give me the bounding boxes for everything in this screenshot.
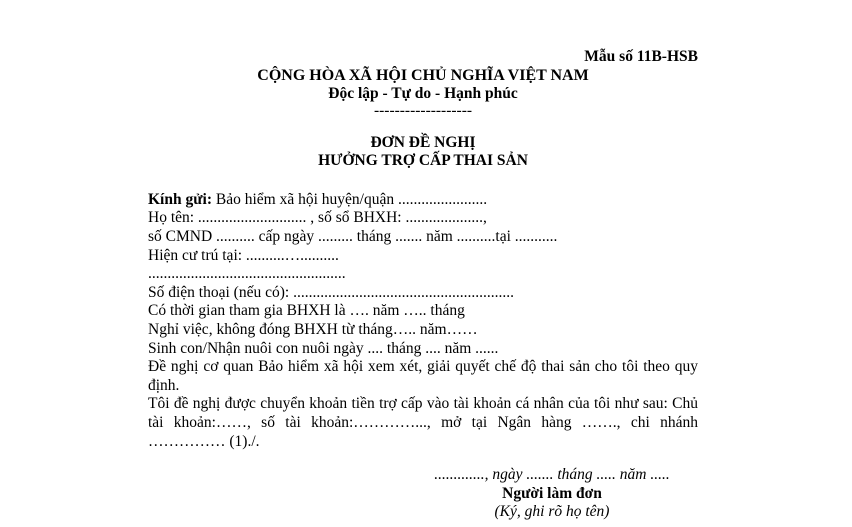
id-line: số CMND .......... cấp ngày ......... tháng ....... năm ..........tại ...........	[148, 227, 558, 245]
document-title	[148, 134, 698, 170]
leave-line: Nghỉ việc, không đóng BHXH từ tháng….. năm……	[148, 320, 478, 338]
form-body	[148, 191, 698, 451]
name-line: Họ tên: ............................ , số sổ BHXH: ....................,	[148, 209, 487, 227]
residence-line: Hiện cư trú tại: ..........…..........	[148, 246, 339, 264]
title-line-1: ĐƠN ĐỀ NGHỊ	[370, 133, 476, 151]
recipient-label: Kính gửi:	[148, 190, 212, 208]
recipient-line	[148, 191, 698, 210]
transfer-paragraph: Tôi đề nghị được chuyển khoản tiền trợ cấp vào tài khoản cá nhân của tôi như sau: Chủ tài khoản:……, số tài khoản:…………..., mở tại Ngân hàng ……., chi nhánh …………… (1)./.	[148, 395, 698, 450]
signature-block	[420, 466, 684, 522]
request-paragraph: Đề nghị cơ quan Bảo hiểm xã hội xem xét, giải quyết chế độ thai sản cho tôi theo quy định.	[148, 358, 698, 394]
motto: Độc lập - Tự do - Hạnh phúc	[328, 85, 518, 103]
document-page	[148, 48, 698, 451]
signature-date: ............., ngày ....... tháng ..... năm .....	[434, 466, 670, 483]
participation-line: Có thời gian tham gia BHXH là …. năm ….. tháng	[148, 302, 465, 320]
recipient-text: Bảo hiểm xã hội huyện/quận .......................	[212, 190, 488, 208]
separator: -------------------	[373, 101, 473, 119]
form-number: Mẫu số 11B-HSB	[584, 48, 698, 65]
title-line-2: HƯỞNG TRỢ CẤP THAI SẢN	[318, 151, 528, 169]
nation-heading: CỘNG HÒA XÃ HỘI CHỦ NGHĨA VIỆT NAM	[257, 66, 589, 84]
phone-line: Số điện thoại (nếu có): .........................................................	[148, 283, 514, 301]
residence-continuation: ...................................................	[148, 265, 346, 283]
signer-title: Người làm đơn	[502, 484, 602, 502]
signature-note: (Ký, ghi rõ họ tên)	[494, 503, 610, 521]
birth-line: Sinh con/Nhận nuôi con nuôi ngày .... tháng .... năm ......	[148, 339, 499, 357]
